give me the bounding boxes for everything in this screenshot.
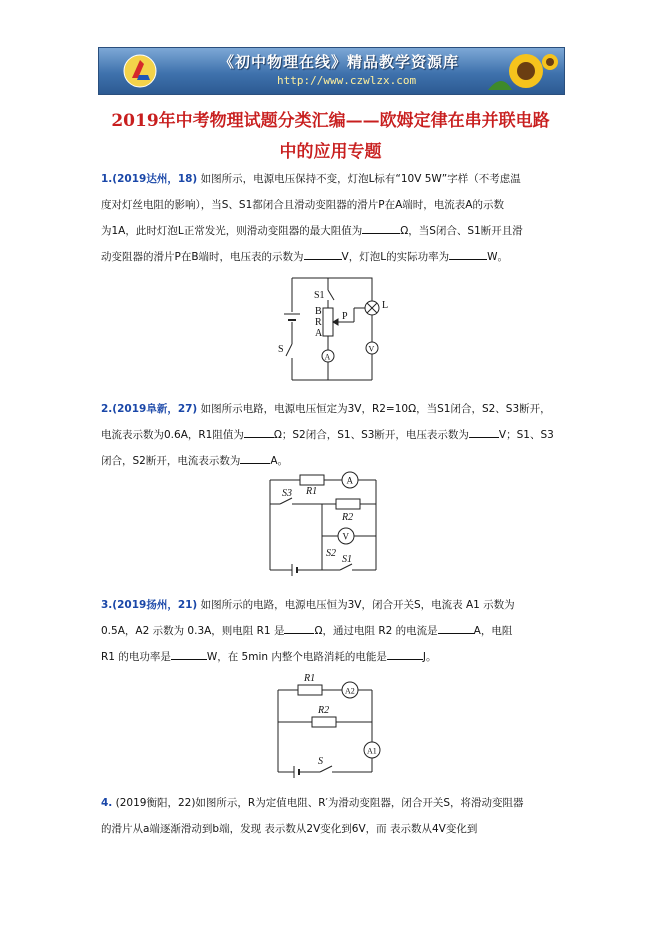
q1-line1: [101, 166, 563, 192]
q3-line2: [101, 618, 563, 644]
q2-source: (2019阜新，27): [112, 403, 198, 415]
question-3: [101, 592, 563, 670]
q3-text-3b: W，在 5min 内整个电路消耗的电能是: [206, 651, 387, 663]
question-2: [101, 396, 563, 474]
circuit-diagram-2: [262, 466, 392, 578]
question-4: [101, 790, 563, 842]
q1-number: 1.: [101, 173, 113, 185]
label-b: B: [315, 306, 322, 317]
q2-text-3b: A。: [270, 455, 289, 467]
q1-text-4c: W。: [487, 251, 508, 263]
answer-blank[interactable]: [304, 249, 342, 260]
q1-line3: [101, 218, 563, 244]
q3-number: 3.: [101, 599, 113, 611]
q2-text-2a: 电流表示数为0.6A，R1阻值为: [101, 429, 244, 441]
q1-text-3b: Ω，当S闭合、S1断开且滑: [400, 225, 523, 237]
q3-text-3a: R1 的电功率是: [101, 651, 171, 663]
q2-text-2b: Ω；S2闭合，S1、S3断开，电压表示数为: [273, 429, 469, 441]
label-s: S: [318, 756, 323, 767]
voltmeter-label: V: [342, 531, 349, 542]
q3-text-2c: A，电阻: [473, 625, 513, 637]
ammeter-label: A: [346, 475, 353, 486]
q3-source: (2019扬州，21): [112, 599, 198, 611]
logo-icon: [123, 54, 157, 88]
q1-text-4b: V，灯泡L的实际功率为: [341, 251, 450, 263]
answer-blank[interactable]: [171, 649, 207, 660]
voltmeter-label: V: [368, 344, 375, 354]
label-s1: S1: [314, 290, 325, 301]
q2-line1: [101, 396, 563, 422]
page-title-line2: 中的应用专题: [279, 142, 382, 162]
banner-url[interactable]: http://www.czwlzx.com: [277, 74, 417, 87]
question-1: [101, 166, 563, 270]
q3-text-1: 如图所示的电路，电源电压恒为3V，闭合开关S，电流表 A1 示数为: [200, 599, 515, 611]
q1-text-4a: 动变阻器的滑片P在B端时，电压表的示数为: [101, 251, 304, 263]
answer-blank[interactable]: [284, 623, 314, 634]
answer-blank[interactable]: [387, 649, 423, 660]
label-r: R: [315, 317, 322, 328]
page-title-line1: 2019年中考物理试题分类汇编——欧姆定律在串并联电路: [111, 111, 550, 131]
answer-blank[interactable]: [362, 223, 400, 234]
q2-text-1: 如图所示电路，电源电压恒定为3V，R2=10Ω，当S1闭合，S2、S3断开，: [200, 403, 551, 415]
label-s1: S1: [342, 554, 352, 565]
answer-blank[interactable]: [438, 623, 474, 634]
q4-text-1: (2019衡阳，22)如图所示，R为定值电阻、R′为滑动变阻器，闭合开关S，将滑动变阻器: [115, 797, 524, 809]
q2-text-3a: 闭合，S2断开，电流表示数为: [101, 455, 241, 467]
q2-text-2c: V；S1、S3: [498, 429, 554, 441]
q2-line2: [101, 422, 563, 448]
circuit-diagram-1: [272, 272, 392, 386]
answer-blank[interactable]: [240, 453, 270, 464]
q4-number: 4.: [101, 797, 113, 809]
label-r2: R2: [342, 512, 354, 523]
circuit-diagram-3: [268, 670, 392, 782]
q3-line1: [101, 592, 563, 618]
label-p: P: [342, 311, 348, 322]
ammeter-a1-label: A1: [367, 746, 377, 756]
header-banner: [98, 47, 565, 95]
q1-text-1: 如图所示，电源电压保持不变，灯泡L标有“10V 5W”字样（不考虑温: [200, 173, 521, 185]
label-a: A: [315, 328, 323, 339]
q3-text-3c: J。: [422, 651, 437, 663]
q4-text-2: 的滑片从a端逐渐滑动到b端，发现 表示数从2V变化到6V，而 表示数从4V变化到: [101, 823, 478, 835]
q4-line1: [101, 790, 563, 816]
label-r1: R1: [306, 486, 318, 497]
answer-blank[interactable]: [244, 427, 274, 438]
answer-blank[interactable]: [449, 249, 487, 260]
label-s2: S2: [326, 548, 336, 559]
q3-line3: [101, 644, 563, 670]
q1-line4: [101, 244, 563, 270]
ammeter-a2-label: A2: [345, 686, 355, 696]
label-l: L: [382, 300, 389, 311]
label-s3: S3: [282, 488, 292, 499]
q1-text-3a: 为1A，此时灯泡L正常发光，则滑动变阻器的最大阻值为: [101, 225, 363, 237]
sunflower-icon: [486, 52, 558, 90]
answer-blank[interactable]: [469, 427, 499, 438]
label-r2: R2: [318, 705, 330, 716]
q1-source: (2019达州，18): [112, 173, 198, 185]
label-r1: R1: [304, 673, 316, 684]
q2-number: 2.: [101, 403, 113, 415]
label-s: S: [278, 344, 284, 355]
q3-text-2b: Ω，通过电阻 R2 的电流是: [314, 625, 438, 637]
ammeter-label: A: [324, 352, 331, 362]
q1-text-2: 度对灯丝电阻的影响），当S、S1都闭合且滑动变阻器的滑片P在A端时，电流表A的示数: [101, 199, 504, 211]
banner-title: 《初中物理在线》精品教学资源库: [219, 53, 460, 71]
q3-text-2a: 0.5A，A2 示数为 0.3A，则电阻 R1 是: [101, 625, 285, 637]
